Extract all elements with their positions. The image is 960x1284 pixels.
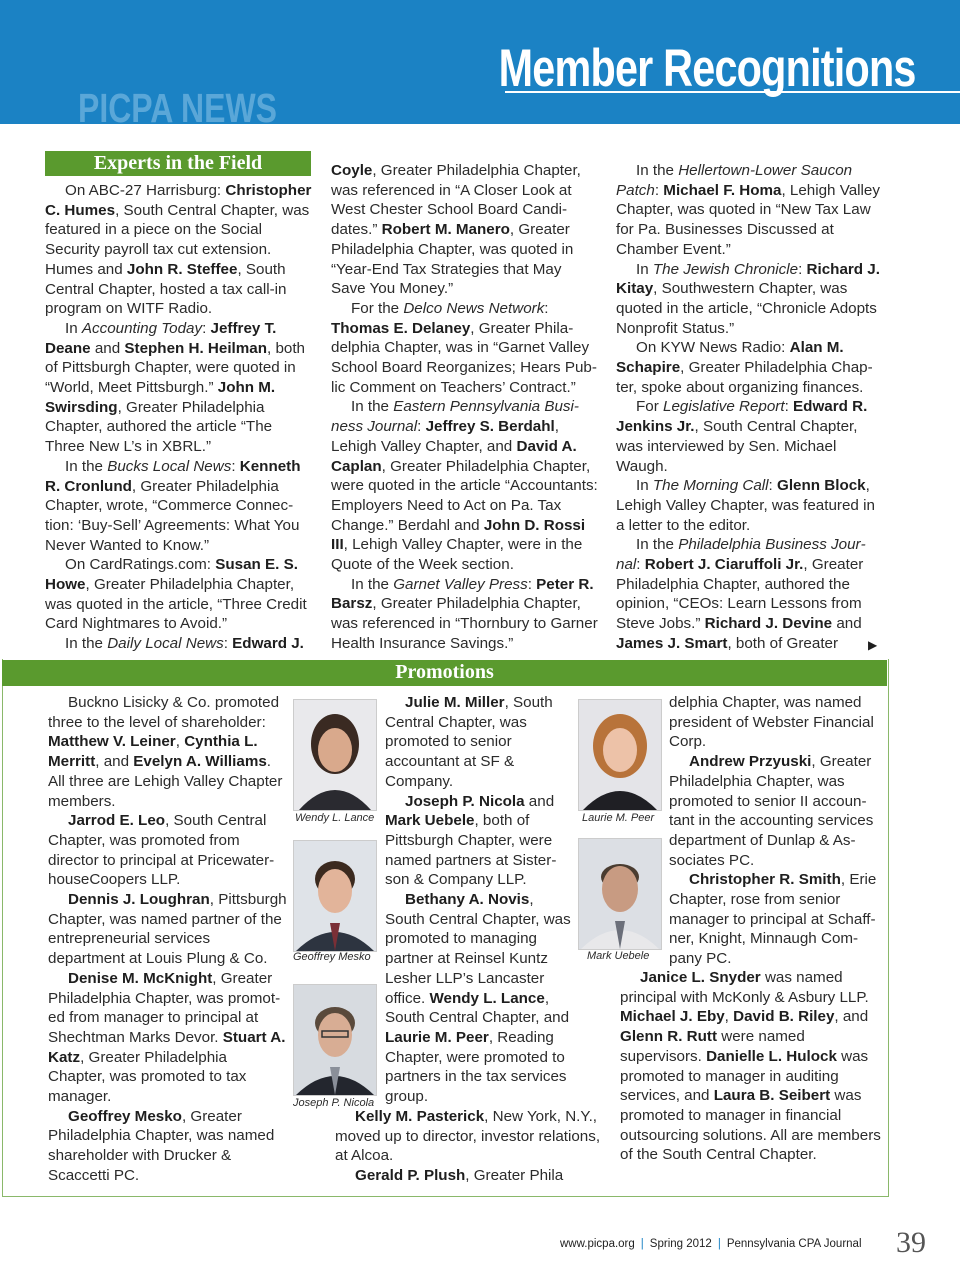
page-number: 39 — [896, 1226, 926, 1259]
footer-issue: Spring 2012 — [649, 1238, 712, 1250]
footer-site: www.picpa.org — [560, 1238, 635, 1250]
photo-wendy-lance — [293, 699, 377, 811]
experts-column-2: Coyle, Greater Philadelphia Chapter, was referenced in “A Closer Look at West Chester School Board Candidates.” Robert M. Manero, Greater Philadelphia Chapter, was quoted in “Year-End Tax Strategies that May Save You Money.” For the Delco News Network: Thomas E. Delaney, Greater Philadelphia Chapter, was in “Garnet Valley School Board Reorganizes; Hears Public Comment on Teachers’ Contract.” In the Eastern Pennsylvania Business Journal: Jeffrey S. Berdahl, Lehigh Valley Chapter, and David A. Caplan, Greater Philadelphia Chapter, were quoted in the article “Accountants: Employers Need to Act on Pa. Tax Change.” Berdahl and John D. Rossi III, Lehigh Valley Chapter, were in the Quote of the Week section. In the Garnet Valley Press: Peter R. Barsz, Greater Philadelphia Chapter, was referenced in “Thornbury to Garner Health Insurance Savings.” — [331, 162, 598, 652]
experts-column-3: In the Hellertown-Lower Saucon Patch: Michael F. Homa, Lehigh Valley Chapter, was quoted in “New Tax Law for Pa. Businesses Discussed at Chamber Event.” In The Jewish Chronicle: Richard J. Kitay, Southwestern Chapter, was quoted in the article, “Chronicle Adopts Nonprofit Status.” On KYW News Radio: Alan M. Schapire, Greater Philadelphia Chapter, spoke about organizing finances. For Legislative Report: Edward R. Jenkins Jr., South Central Chapter, was interviewed by Sen. Michael Waugh. In The Morning Call: Glenn Block, Lehigh Valley Chapter, was featured in a letter to the editor. In the Philadelphia Business Journal: Robert J. Ciaruffoli Jr., Greater Philadelphia Chapter, authored the opinion, “CEOs: Learn Lessons from Steve Jobs.” Richard J. Devine and James J. Smart, both of Greater — [616, 162, 880, 652]
caption-mark-uebele: Mark Uebele — [587, 950, 650, 962]
photo-mark-uebele — [578, 838, 662, 950]
footer: www.picpa.org | Spring 2012 | Pennsylvania CPA Journal — [560, 1238, 862, 1250]
promotions-column-2-bottom: Kelly M. Pasterick, New York, N.Y., moved up to director, investor relations, at Alcoa. Gerald P. Plush, Greater Phila — [335, 1108, 601, 1185]
photo-joseph-nicola — [293, 984, 377, 1096]
section-label: PICPA NEWS — [78, 85, 278, 131]
page-title: Member Recognitions — [498, 39, 916, 98]
caption-wendy-lance: Wendy L. Lance — [295, 812, 375, 824]
caption-joseph-nicola: Joseph P. Nicola — [293, 1097, 375, 1109]
promotions-column-1: Buckno Lisicky & Co. promoted three to the level of shareholder: Matthew V. Leiner, Cynthia L. Merritt, and Evelyn A. Williams. All three are Lehigh Valley Chapter members. Jarrod E. Leo, South Central Chapter, was promoted from director to principal at PricewaterhouseCoopers LLP. Dennis J. Loughran, Pittsburgh Chapter, was named partner of the entrepreneurial services department at Louis Plung & Co. Denise M. McKnight, Greater Philadelphia Chapter, was promoted from manager to principal at Shechtman Marks Devor. Stuart A. Katz, Greater Philadelphia Chapter, was promoted to tax manager. Geoffrey Mesko, Greater Philadelphia Chapter, was named shareholder with Drucker & Scaccetti PC. — [48, 694, 287, 1184]
promotions-column-3-bottom: Janice L. Snyder was named principal with McKonly & Asbury LLP. Michael J. Eby, David B. Riley, and Glenn R. Rutt were named supervisors. Danielle L. Hulock was promoted to manager in auditing services, and Laura B. Seibert was promoted to manager in financial outsourcing solutions. All are members of the South Central Chapter. — [620, 969, 881, 1164]
footer-journal: Pennsylvania CPA Journal — [726, 1238, 862, 1250]
header-banner — [0, 0, 960, 131]
promotions-column-2: Julie M. Miller, South Central Chapter, was promoted to senior accountant at SF & Company. Joseph P. Nicola and Mark Uebele, both of Pittsburgh Chapter, were named partners at Sisterson & Company LLP. Bethany A. Novis, South Central Chapter, was promoted to managing partner at Reinsel Kuntz Lesher LLP’s Lancaster office. Wendy L. Lance, South Central Chapter, and Laurie M. Peer, Reading Chapter, were promoted to partners in the tax services group. — [385, 694, 571, 1106]
photo-geoffrey-mesko — [293, 840, 377, 952]
experts-heading: Experts in the Field — [45, 151, 311, 176]
caption-geoffrey-mesko: Geoffrey Mesko — [293, 951, 371, 963]
photo-laurie-peer — [578, 699, 662, 811]
caption-laurie-peer: Laurie M. Peer — [582, 812, 655, 824]
triangle-right-icon: ▶ — [868, 638, 878, 652]
promotions-heading: Promotions — [2, 660, 887, 686]
promotions-column-3: delphia Chapter, was named president of Webster Financial Corp. Andrew Przyuski, Greater Philadelphia Chapter, was promoted to senior II accountant in the accounting services department of Dunlap & Associates PC. Christopher R. Smith, Erie Chapter, rose from senior manager to principal at Schaffner, Knight, Minnaugh Company PC. — [669, 694, 877, 968]
experts-column-1: On ABC-27 Harrisburg: Christopher C. Humes, South Central Chapter, was featured in a piece on the Social Security payroll tax cut extension. Humes and John R. Steffee, South Central Chapter, hosted a tax call-in program on WITF Radio. In Accounting Today: Jeffrey T. Deane and Stephen H. Heilman, both of Pittsburgh Chapter, were quoted in “World, Meet Pittsburgh.” John M. Swirsding, Greater Philadelphia Chapter, authored the article “The Three New L’s in XBRL.” In the Bucks Local News: Kenneth R. Cronlund, Greater Philadelphia Chapter, wrote, “Commerce Connection: ‘Buy-Sell’ Agreements: What You Never Wanted to Know.” On CardRatings.com: Susan E. S. Howe, Greater Philadelphia Chapter, was quoted in the article, “Three Credit Card Nightmares to Avoid.” In the Daily Local News: Edward J. — [45, 182, 312, 653]
